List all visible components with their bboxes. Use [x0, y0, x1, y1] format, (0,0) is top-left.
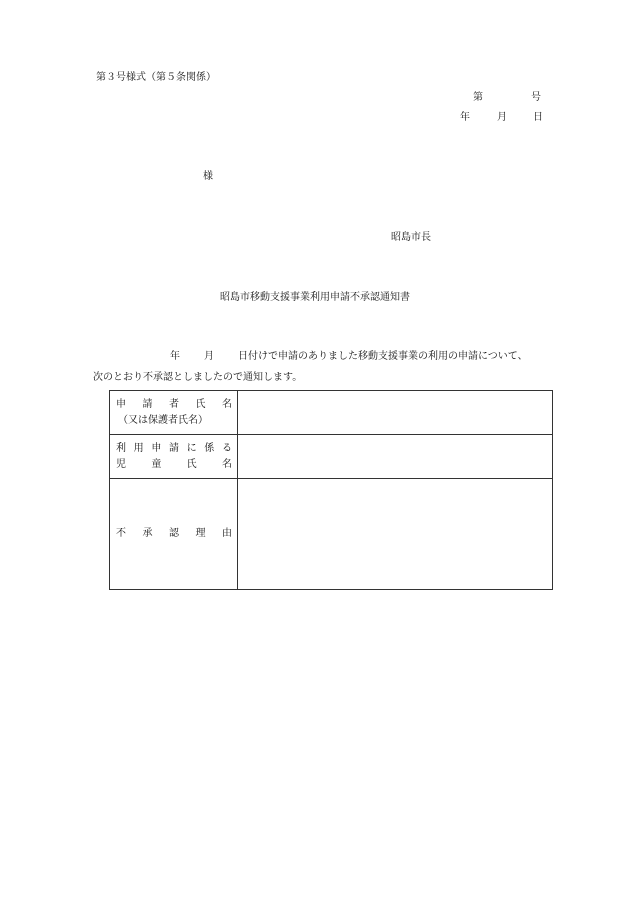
form-number: 第３号様式（第５条関係）: [96, 72, 216, 83]
child-label-line-2: [116, 457, 232, 473]
label-char: 名: [222, 398, 232, 410]
label-char: 者: [169, 398, 179, 410]
applicant-label-line: [116, 397, 232, 413]
label-char: 利: [116, 442, 126, 454]
child-label-line-1: [116, 441, 232, 457]
rejection-reason-field[interactable]: [238, 479, 553, 590]
body-month: 月: [204, 351, 214, 362]
document-title: 昭島市移動支援事業利用申請不承認通知書: [220, 292, 410, 303]
applicant-label-sub: （又は保護者氏名）: [118, 414, 208, 426]
applicant-name-label: [110, 391, 238, 435]
doc-no-prefix: 第: [473, 92, 483, 103]
label-char: 認: [169, 528, 179, 539]
label-char: 係: [204, 442, 215, 454]
issuer-name: 昭島市長: [391, 232, 431, 243]
body-line-2: 次のとおり不承認としましたので通知します。: [93, 372, 303, 383]
label-char: 名: [221, 458, 232, 470]
label-char: 請: [142, 398, 153, 410]
table-row-child: [110, 435, 553, 479]
label-char: 児: [116, 458, 126, 470]
label-char: 申: [116, 398, 126, 410]
applicant-name-field[interactable]: [238, 391, 553, 435]
reason-label-line: [116, 526, 232, 542]
label-char: に: [186, 442, 197, 454]
child-name-label: [110, 435, 238, 479]
label-char: 不: [116, 528, 126, 539]
date-month: 月: [497, 112, 507, 123]
date-year: 年: [460, 112, 470, 123]
label-char: る: [221, 442, 232, 454]
doc-no-suffix: 号: [531, 92, 541, 103]
label-char: 氏: [195, 398, 206, 410]
label-char: 請: [168, 442, 179, 454]
info-table: [109, 390, 553, 590]
label-char: 由: [222, 528, 232, 539]
rejection-reason-label: [110, 479, 238, 590]
label-char: 理: [195, 528, 206, 539]
label-char: 用: [133, 442, 144, 454]
table-row-reason: [110, 479, 553, 590]
body-line-1-text: 日付けで申請のありました移動支援事業の利用の申請について、: [238, 351, 528, 362]
child-name-field[interactable]: [238, 435, 553, 479]
label-char: 氏: [186, 458, 197, 470]
table-row-applicant: [110, 391, 553, 435]
label-char: 承: [142, 528, 153, 539]
recipient-honorific: 様: [203, 171, 213, 182]
label-char: 申: [151, 442, 162, 454]
date-day: 日: [533, 112, 543, 123]
body-year: 年: [170, 351, 180, 362]
label-char: 童: [151, 458, 162, 470]
